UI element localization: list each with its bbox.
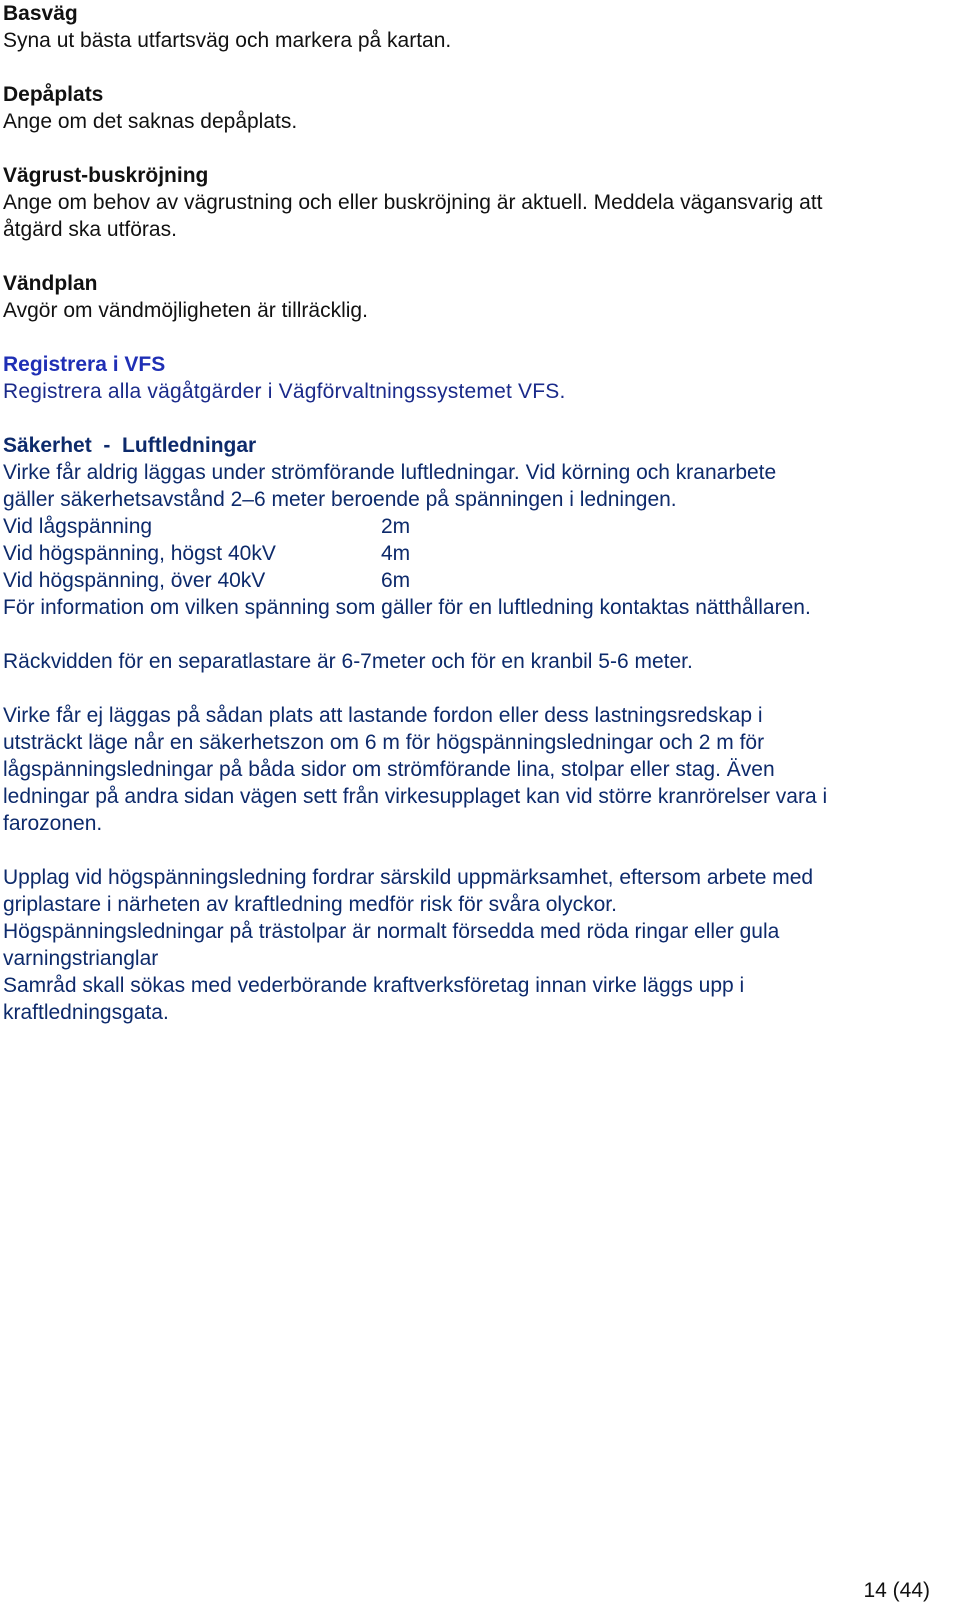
vagrust-heading: Vägrust-buskröjning (3, 164, 209, 187)
virke-line: farozonen. (3, 812, 103, 835)
vfs-heading: Registrera i VFS (3, 353, 166, 376)
vfs-text: Registrera alla vägåtgärder i Vägförvaltningssystemet VFS. (3, 380, 566, 403)
virke-line: lågspänningsledningar på båda sidor om strömförande lina, stolpar eller stag. Även (3, 758, 775, 781)
depaplats-text: Ange om det saknas depåplats. (3, 110, 298, 133)
vagrust-text-line2: åtgärd ska utföras. (3, 218, 177, 241)
vandplan-text: Avgör om vändmöjligheten är tillräcklig. (3, 299, 368, 322)
voltage-distance: 6m (381, 569, 411, 592)
virke-line: utsträckt läge når en säkerhetszon om 6 m för högspänningsledningar och 2 m för (3, 731, 765, 754)
section-basvag (3, 0, 953, 54)
voltage-row-high-max40 (3, 540, 953, 567)
vagrust-text-line1: Ange om behov av vägrustning och eller buskröjning är aktuell. Meddela vägansvarig att (3, 191, 823, 214)
voltage-label: Vid lågspänning (3, 515, 153, 538)
virke-line: ledningar på andra sidan vägen sett från virkesupplaget kan vid större kranrörelser vara i (3, 785, 828, 808)
voltage-label: Vid högspänning, högst 40kV (3, 542, 276, 565)
upplag-line: varningstrianglar (3, 947, 159, 970)
section-vandplan (3, 270, 953, 324)
voltage-distance: 4m (381, 542, 411, 565)
depaplats-heading: Depåplats (3, 83, 104, 106)
voltage-row-high-over40 (3, 567, 953, 594)
section-depaplats (3, 81, 953, 135)
sakerhet-text-line2: gäller säkerhetsavstånd 2–6 meter beroende på spänningen i ledningen. (3, 488, 677, 511)
virke-paragraph (3, 702, 953, 837)
upplag-line: Upplag vid högspänningsledning fordrar särskild uppmärksamhet, eftersom arbete med (3, 866, 814, 889)
page-number: 14 (44) (863, 1579, 930, 1602)
section-vagrust (3, 162, 953, 243)
section-sakerhet (3, 432, 953, 1026)
vandplan-heading: Vändplan (3, 272, 98, 295)
basvag-text: Syna ut bästa utfartsväg och markera på kartan. (3, 29, 452, 52)
voltage-row-low (3, 513, 953, 540)
upplag-line: kraftledningsgata. (3, 1001, 169, 1024)
sakerhet-heading: Säkerhet - Luftledningar (3, 434, 257, 457)
section-vfs (3, 351, 953, 405)
voltage-label: Vid högspänning, över 40kV (3, 569, 266, 592)
sakerhet-text-line1: Virke får aldrig läggas under strömförande luftledningar. Vid körning och kranarbete (3, 461, 777, 484)
virke-line: Virke får ej läggas på sådan plats att lastande fordon eller dess lastningsredskap i (3, 704, 763, 727)
basvag-heading: Basväg (3, 2, 78, 25)
upplag-line: Samråd skall sökas med vederbörande kraftverksföretag innan virke läggs upp i (3, 974, 745, 997)
upplag-line: griplastare i närheten av kraftledning medför risk för svåra olyckor. (3, 893, 617, 916)
upplag-line: Högspänningsledningar på trästolpar är normalt försedda med röda ringar eller gula (3, 920, 780, 943)
upplag-paragraph (3, 864, 953, 1026)
voltage-distance: 2m (381, 515, 411, 538)
document-page (3, 0, 953, 1026)
sakerhet-info: För information om vilken spänning som gäller för en luftledning kontaktas nätthållaren. (3, 596, 811, 619)
rackvidd-text: Räckvidden för en separatlastare är 6-7meter och för en kranbil 5-6 meter. (3, 650, 693, 673)
